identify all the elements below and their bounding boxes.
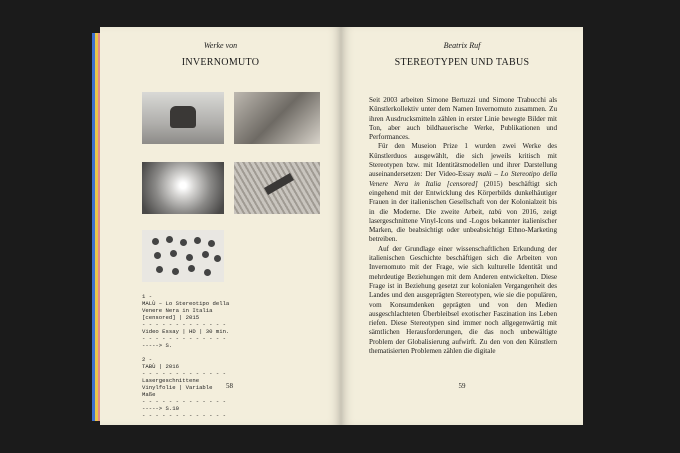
credit-line: - - - - - - - - - - - - - — [142, 321, 226, 328]
icon-mark — [152, 238, 159, 245]
icon-mark — [194, 237, 201, 244]
folio-left: 58 — [226, 382, 233, 390]
icon-mark — [186, 254, 193, 261]
photo-rock — [142, 92, 224, 144]
credit-line: 1 - — [142, 293, 153, 300]
credit-line: - - - - - - - - - - - - - — [142, 398, 226, 405]
work-title: tabù — [488, 207, 502, 216]
body-paragraph — [369, 96, 557, 142]
running-head-right: Beatrix Ruf — [443, 41, 481, 50]
credit-line: - - - - - - - - - - - - - — [142, 335, 226, 342]
icon-mark — [180, 239, 187, 246]
credit-line: MALÙ – Lo Stereotipo della — [142, 300, 230, 307]
credit-line: -----> S.10 — [142, 405, 179, 412]
icon-mark — [204, 269, 211, 276]
photo-light — [142, 162, 224, 214]
icon-mark — [214, 255, 221, 262]
body-text — [369, 96, 557, 356]
text-run: (2015) beschäftigt sich eingehend mit der Entwicklung des Körperbilds dunkelhäutiger Frauen in der italienischen Gesellschaft von der Kolonialzeit bis in die Moderne. Die zweite Arbeit, — [369, 179, 558, 216]
credit-line: Video Essay | HD | 30 min. — [142, 328, 230, 335]
credit-line: - - - - - - - - - - - - - — [142, 412, 226, 419]
credit-line: Lasergeschnittene — [142, 377, 200, 384]
icon-mark — [188, 265, 195, 272]
text-run: Seit 2003 arbeiten Simone Bertuzzi und Simone Trabucchi als Künstlerkollektiv unter dem Namen Invernomuto zusammen. Zu ihren Ausdrucksmitteln zählen in erster Linie bewegte Bilder mit Ton, aber auch bildhauerische Werke, Publikationen und Performances. — [369, 96, 557, 142]
left-page — [100, 27, 341, 425]
body-paragraph — [369, 245, 557, 357]
credit-line: TABÙ | 2016 — [142, 363, 179, 370]
chapter-title-left: INVERNOMUTO — [181, 57, 260, 68]
work-title: malù – Lo Stereotipo della Venere Nera in Italia [censored] — [369, 170, 558, 188]
open-book — [96, 27, 586, 425]
credit-line — [142, 349, 229, 356]
credit-line: - - - - - - - - - - - - - — [142, 370, 226, 377]
chapter-title-right: STEREOTYPEN UND TABUS — [394, 57, 530, 68]
credit-line: Vinylfolie | Variable — [142, 384, 213, 391]
text-run: Für den Museion Prize 1 wurden zwei Werke des Künstlerduos ausgewählt, die sich jeweils kritisch mit Stereotypen bzw. mit Identitätsmodellen und ihrer Darstellung auseinandersetzen: Der Video-Essay — [369, 142, 557, 179]
running-head-left: Werke von — [203, 41, 238, 50]
credit-line: Maße — [142, 391, 156, 398]
text-run: Auf der Grundlage einer wissenschaftlichen Erkundung der italienischen Geschichte beschäftigen sich die Arbeiten von Invernomuto mit der Frage, wie sich kulturelle Identität und mehrdeutige Beziehungen mit dem Anderen entwickelten. Diese Frage ist in Beziehung gesetzt zur kolonialen Vergangenheit des Landes und den ausgeprägten Stereotypen, wie sie die populären, vom Konsumdenken geprägten und von den Medien ausgeschlachteten Überbleibsel exotischer Faszination ins Leben riefen. Diese Stereotypen sind immer noch allgegenwärtig mit sämtlichen Herausforderungen, die das noch unbewältigte Problem der Globalisierung aufwirft. Zu den von den Künstlern thematisierten Problemen zählen die digitale — [369, 244, 557, 356]
work-credits — [142, 293, 229, 419]
credit-line: [censored] | 2015 — [142, 314, 200, 321]
text-run: von 2016, zeigt lasergeschnittene Vinyl-Icons und -Logos bekannter italienischer Marken, die beabsichtigt oder unbeabsichtigt Ethno-Marketing betreiben. — [369, 207, 557, 244]
icon-mark — [208, 240, 215, 247]
photo-texture — [234, 162, 320, 214]
icon-mark — [154, 252, 161, 259]
credit-line: Venere Nera in Italia — [142, 307, 213, 314]
right-page — [341, 27, 583, 425]
icon-mark — [202, 251, 209, 258]
credit-line: -----> S. — [142, 342, 173, 349]
icon-mark — [156, 266, 163, 273]
photo-icons — [142, 230, 224, 282]
folio-right: 59 — [458, 382, 466, 390]
body-paragraph — [369, 142, 557, 244]
credit-line: 2 - — [142, 356, 153, 363]
icon-mark — [172, 268, 179, 275]
photo-figures — [234, 92, 320, 144]
icon-mark — [170, 250, 177, 257]
icon-mark — [166, 236, 173, 243]
